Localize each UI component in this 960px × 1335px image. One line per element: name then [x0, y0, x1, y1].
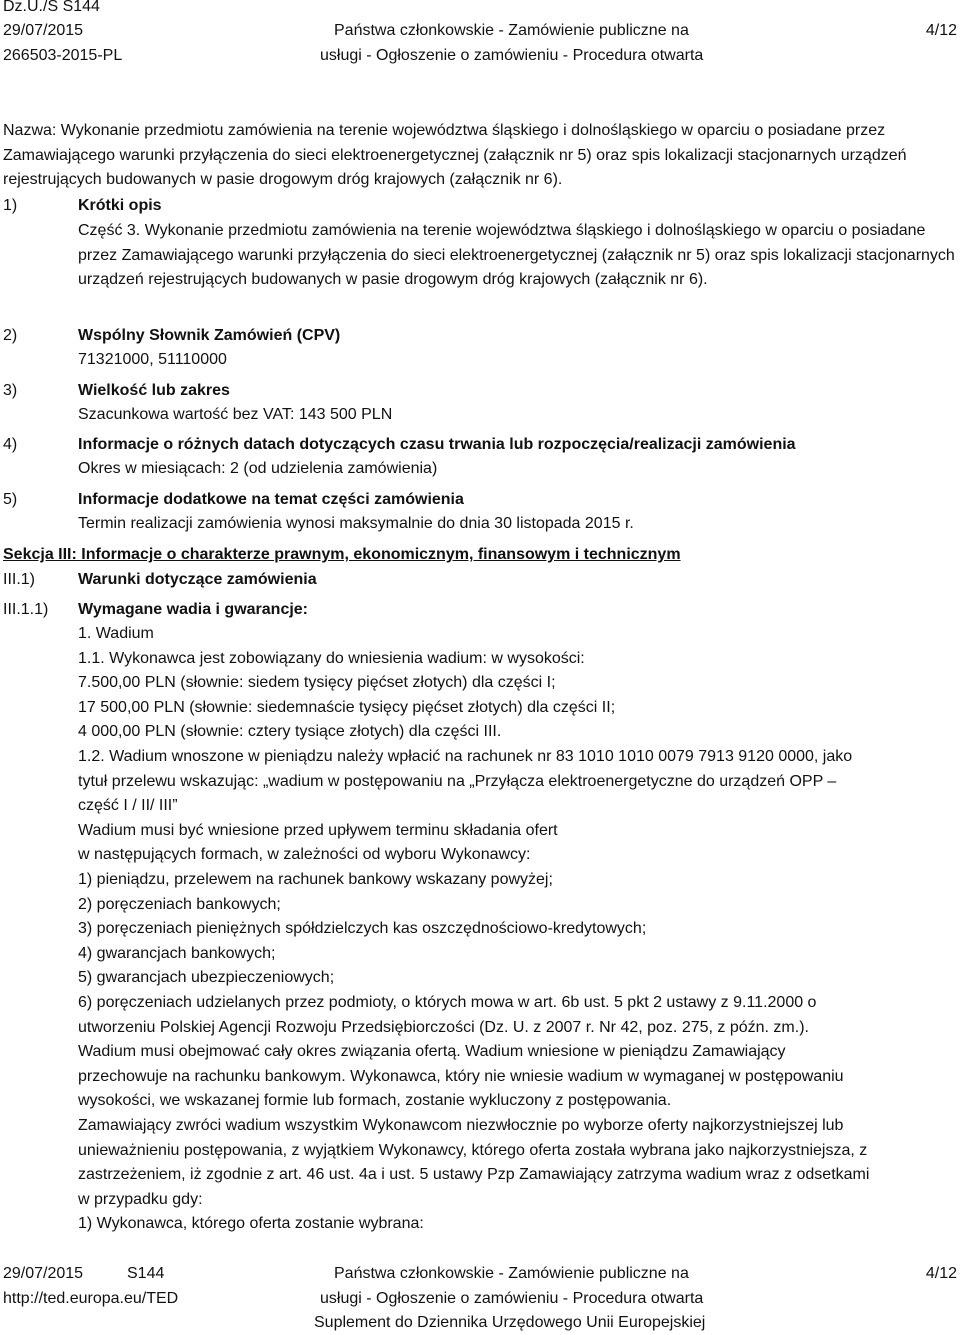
wadium-line: 6) poręczeniach udzielanych przez podmioty, o których mowa w art. 6b ust. 5 pkt 2 ustawy z 9.11.2000 o: [78, 994, 817, 1011]
section-5-number: 5): [3, 491, 18, 508]
section-4-number: 4): [3, 436, 18, 453]
section-5-heading: Informacje dodatkowe na temat części zamówienia: [78, 491, 464, 508]
section-1-text: Część 3. Wykonanie przedmiotu zamówienia na terenie województwa śląskiego i dolnośląskiego w oparciu o posiadane przez Zamawiającego warunki przyłączenia do sieci elektroenergetycznej (załącznik nr 5) oraz spis lokalizacji stacjonarnych urządzeń rejestrujących budowanych w pasie drogowym dróg krajowych (załącznik nr 6).: [78, 222, 955, 289]
wadium-line: w następujących formach, w zależności od wyboru Wykonawcy:: [78, 846, 531, 864]
wadium-line: unieważnieniu postępowania, z wyjątkiem Wykonawcy, którego oferta została wybrana jako najkorzystniejsza, z: [78, 1141, 868, 1159]
footer-title-line3: Suplement do Dziennika Urzędowego Unii Europejskiej: [314, 1314, 706, 1331]
section-3-text: Szacunkowa wartość bez VAT: 143 500 PLN: [78, 406, 393, 423]
section-3-heading: Wielkość lub zakres: [78, 382, 230, 399]
section-iii-1-1-number: III.1.1): [3, 601, 49, 618]
wadium-line: 17 500,00 PLN (słownie: siedemnaście tysięcy pięćset złotych) dla części II;: [78, 698, 616, 716]
footer-url: http://ted.europa.eu/TED: [3, 1290, 179, 1307]
section-2-text: 71321000, 51110000: [78, 351, 227, 368]
header-title-line1: Państwa członkowskie - Zamówienie publiczne na: [334, 22, 689, 39]
wadium-line: 1. Wadium: [78, 625, 154, 642]
wadium-line: zastrzeżeniem, iż zgodnie z art. 46 ust. 4a i ust. 5 ustawy Pzp Zamawiający zatrzyma wadium wraz z odsetkami: [78, 1166, 870, 1184]
wadium-line: Wadium musi obejmować cały okres związania ofertą. Wadium wniesione w pieniądzu Zamawiający: [78, 1043, 786, 1061]
footer-series: S144: [127, 1265, 165, 1282]
section-iii-1-title: Warunki dotyczące zamówienia: [78, 571, 317, 588]
wadium-line: Wadium musi być wniesione przed upływem terminu składania ofert: [78, 821, 558, 839]
wadium-line: 1) Wykonawca, którego oferta zostanie wybrana:: [78, 1215, 424, 1233]
wadium-line: w przypadku gdy:: [78, 1190, 203, 1208]
section-2-heading: Wspólny Słownik Zamówień (CPV): [78, 327, 341, 344]
header-date: 29/07/2015: [3, 22, 84, 39]
wadium-line: 4 000,00 PLN (słownie: cztery tysiące złotych) dla części III.: [78, 723, 502, 741]
section-3-number: 3): [3, 382, 18, 399]
section-iii-1-number: III.1): [3, 571, 36, 588]
wadium-line: 7.500,00 PLN (słownie: siedem tysięcy pięćset złotych) dla części I;: [78, 674, 556, 692]
section-1-number: 1): [3, 197, 18, 214]
wadium-line: przechowuje na rachunku bankowym. Wykonawca, który nie wniesie wadium w wymaganej w postępowaniu: [78, 1067, 844, 1085]
footer-title-line2: usługi - Ogłoszenie o zamówieniu - Procedura otwarta: [320, 1290, 704, 1307]
wadium-line: 2) poręczeniach bankowych;: [78, 895, 281, 913]
header-page: 4/12: [925, 22, 957, 39]
wadium-line: 5) gwarancjach ubezpieczeniowych;: [78, 969, 335, 987]
wadium-line: 1.1. Wykonawca jest zobowiązany do wniesienia wadium: w wysokości:: [78, 649, 585, 667]
wadium-line: 4) gwarancjach bankowych;: [78, 944, 276, 962]
footer-title-line1: Państwa członkowskie - Zamówienie publiczne na: [334, 1265, 689, 1282]
wadium-line: tytuł przelewu wskazując: „wadium w postępowaniu na „Przyłącza elektroenergetyczne do urządzeń OPP –: [78, 772, 837, 790]
section-4-heading: Informacje o różnych datach dotyczących czasu trwania lub rozpoczęcia/realizacji zamówienia: [78, 436, 796, 453]
footer-date: 29/07/2015: [3, 1265, 84, 1282]
section-1-heading: Krótki opis: [78, 197, 162, 214]
header-title-line2: usługi - Ogłoszenie o zamówieniu - Procedura otwarta: [320, 47, 704, 64]
wadium-line: część I / II/ III”: [78, 797, 178, 815]
section-iii-1-1-title: Wymagane wadia i gwarancje:: [78, 601, 309, 618]
section-5-text: Termin realizacji zamówienia wynosi maksymalnie do dnia 30 listopada 2015 r.: [78, 515, 634, 532]
section-4-text: Okres w miesiącach: 2 (od udzielenia zamówienia): [78, 460, 438, 477]
header-ref: 266503-2015-PL: [3, 47, 123, 64]
wadium-line: 1.2. Wadium wnoszone w pieniądzu należy wpłacić na rachunek nr 83 1010 1010 0079 7913 9120 0000, jako: [78, 748, 853, 765]
wadium-line: 3) poręczeniach pieniężnych spółdzielczych kas oszczędnościowo-kredytowych;: [78, 920, 647, 938]
wadium-line: wysokości, we wskazanej formie lub formach, zostanie wykluczony z postępowania.: [78, 1092, 672, 1110]
header-journal: Dz.U./S S144: [3, 0, 100, 15]
section-2-number: 2): [3, 327, 18, 344]
wadium-line: 1) pieniądzu, przelewem na rachunek bankowy wskazany powyżej;: [78, 871, 553, 888]
footer-page: 4/12: [925, 1265, 957, 1282]
intro-name: Nazwa: Wykonanie przedmiotu zamówienia na terenie województwa śląskiego i dolnośląskiego w oparciu o posiadane przez Zamawiającego warunki przyłączenia do sieci elektroenergetycznej (załącznik nr 5) oraz spis lokalizacji stacjonarnych urządzeń rejestrujących budowanych w pasie drogowym dróg krajowych (załącznik nr 6).: [3, 122, 907, 189]
section-iii-title: Sekcja III: Informacje o charakterze prawnym, ekonomicznym, finansowym i technicznym: [3, 546, 681, 563]
wadium-line: Zamawiający zwróci wadium wszystkim Wykonawcom niezwłocznie po wyborze oferty najkorzystniejszej lub: [78, 1117, 844, 1134]
wadium-line: utworzeniu Polskiej Agencji Rozwoju Przedsiębiorczości (Dz. U. z 2007 r. Nr 42, poz. 275, z późn. zm.).: [78, 1018, 809, 1036]
